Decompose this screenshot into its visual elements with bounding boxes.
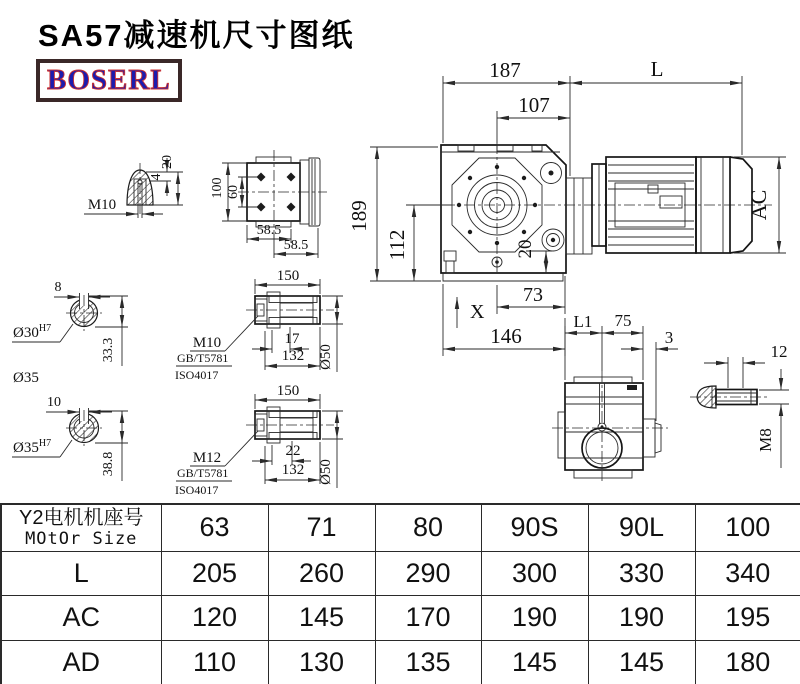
cell: 205	[161, 551, 268, 595]
shaft-b-dia-label: Ø50	[318, 459, 334, 485]
hollow-shaft-b	[175, 383, 343, 497]
bolt-detail-view	[690, 342, 789, 468]
cell: 190	[481, 595, 588, 640]
top-view	[210, 150, 327, 258]
section-a-dim-33-3-label: 33.3	[101, 337, 116, 363]
cell: 145	[268, 595, 375, 640]
dim-189-label: 189	[347, 200, 371, 232]
top-dim-60-label: 60	[226, 185, 241, 199]
section-a-outer-label: Ø35	[13, 370, 39, 386]
cell: 300	[481, 551, 588, 595]
row-label: AD	[1, 640, 161, 684]
dim-AC-label: AC	[746, 189, 771, 221]
shaft-b-thread-label: M12	[192, 450, 222, 466]
shaft-b-dim-22-label: 22	[285, 443, 301, 459]
dim-L-label: L	[650, 57, 664, 81]
size-col-3: 90S	[481, 504, 588, 551]
section-b-dim-38-8-label: 38.8	[101, 451, 116, 477]
section-b-dim-10-label: 10	[47, 395, 61, 410]
shaft-a-dia-label: Ø50	[318, 344, 334, 370]
row-label: AC	[1, 595, 161, 640]
shaft-section-a	[12, 280, 128, 386]
cell: 190	[588, 595, 695, 640]
table-row-L	[1, 551, 800, 595]
hollow-shaft-a	[175, 268, 343, 382]
cell: 330	[588, 551, 695, 595]
cell: 195	[695, 595, 800, 640]
main-view	[347, 57, 786, 356]
brand-logo-text: BOSERL	[47, 64, 171, 96]
shaft-b-standard-1: GB/T5781	[177, 466, 229, 480]
cell: 260	[268, 551, 375, 595]
table-header-cell	[1, 504, 161, 551]
cell: 130	[268, 640, 375, 684]
side-dim-L1-label: L1	[573, 312, 593, 331]
shaft-a-thread-label: M10	[192, 335, 222, 351]
dim-112-label: 112	[385, 229, 409, 261]
table-row-AC	[1, 595, 800, 640]
page-title: SA57减速机尺寸图纸	[38, 18, 355, 53]
size-col-0: 63	[161, 504, 268, 551]
side-dim-3-label: 3	[664, 328, 674, 347]
dim-20-label: 20	[515, 239, 536, 259]
dim-146-label: 146	[490, 324, 522, 348]
header-en: MOtOr Size	[25, 528, 138, 549]
cell: 340	[695, 551, 800, 595]
top-dim-100-label: 100	[210, 177, 225, 199]
table-row-AD	[1, 640, 800, 684]
top-dim-58-5a-label: 58.5	[256, 223, 282, 238]
dim-73-label: 73	[523, 284, 543, 306]
row-label: L	[1, 551, 161, 595]
header-cn: Y2电机机座号	[19, 506, 144, 529]
shaft-a-standard-2: ISO4017	[175, 368, 219, 382]
key-thread-label: M10	[87, 197, 117, 213]
table-header-row	[1, 504, 800, 551]
shaft-a-dim-132-label: 132	[281, 348, 305, 364]
key-dim-20-label: 20	[160, 155, 175, 169]
shaft-section-b	[12, 395, 128, 481]
cell: 110	[161, 640, 268, 684]
dim-187-label: 187	[489, 58, 521, 82]
shaft-b-standard-2: ISO4017	[175, 483, 219, 497]
shaft-a-dim-150-label: 150	[276, 268, 300, 284]
key-detail-view	[84, 155, 183, 218]
section-b-bore-label: $Ø35^{H7}$	[13, 438, 52, 456]
key-dim-4-label: 4	[149, 173, 164, 181]
dim-107-label: 107	[518, 93, 550, 117]
cell: 135	[375, 640, 481, 684]
shaft-a-standard-1: GB/T5781	[177, 351, 229, 365]
shaft-b-dim-132-label: 132	[281, 462, 305, 478]
size-col-5: 100	[695, 504, 800, 551]
size-col-2: 80	[375, 504, 481, 551]
top-dim-58-5b-label: 58.5	[283, 238, 309, 253]
cell: 180	[695, 640, 800, 684]
cell: 120	[161, 595, 268, 640]
bolt-thread-label: M8	[756, 428, 775, 452]
bolt-dim-12-label: 12	[770, 342, 788, 361]
shaft-b-dim-150-label: 150	[276, 383, 300, 399]
section-a-bore-label: $Ø30^{H7}$	[13, 323, 52, 341]
side-dim-75-label: 75	[614, 311, 632, 330]
cell: 145	[588, 640, 695, 684]
cell: 290	[375, 551, 481, 595]
size-col-1: 71	[268, 504, 375, 551]
size-col-4: 90L	[588, 504, 695, 551]
shaft-a-dim-17-label: 17	[284, 331, 300, 347]
side-view	[552, 311, 678, 481]
cell: 145	[481, 640, 588, 684]
section-a-dim-8-label: 8	[54, 280, 62, 295]
cell: 170	[375, 595, 481, 640]
motor-size-table	[0, 503, 800, 684]
axis-marker-X: X	[470, 301, 485, 323]
